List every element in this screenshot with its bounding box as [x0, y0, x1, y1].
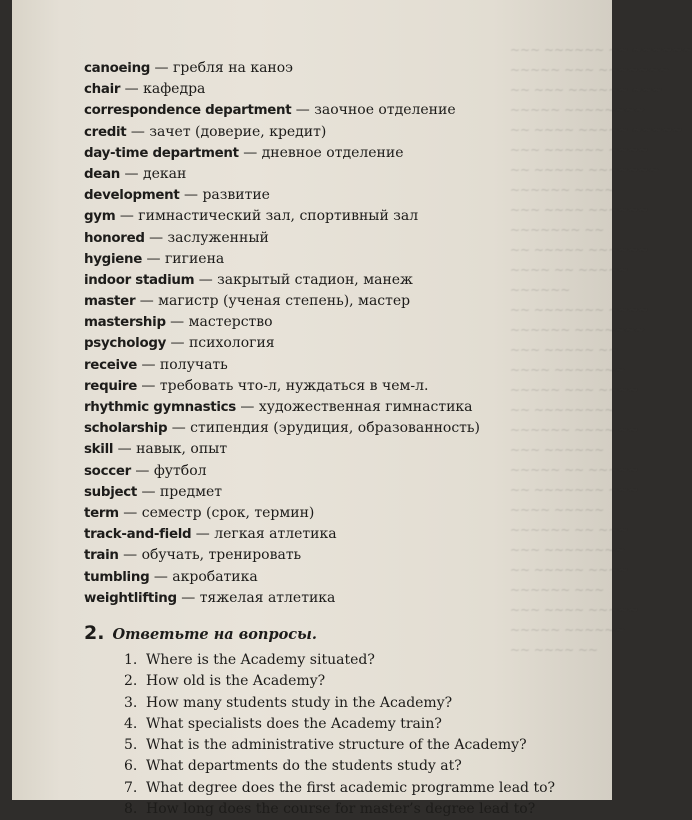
vocabulary-term: credit	[84, 124, 127, 140]
vocabulary-term: train	[84, 548, 119, 564]
vocabulary-term: development	[84, 188, 180, 204]
question-number: 2.	[124, 673, 138, 690]
vocabulary-translation: акробатика	[172, 568, 258, 585]
vocabulary-term: soccer	[84, 463, 131, 479]
vocabulary-entry	[84, 482, 554, 503]
question-number: 8.	[124, 801, 138, 818]
dash-separator: —	[238, 144, 262, 161]
question-number: 6.	[124, 758, 138, 775]
vocabulary-entry	[84, 143, 554, 164]
vocabulary-term: master	[84, 294, 136, 310]
vocabulary-entry	[84, 397, 554, 418]
vocabulary-term: gym	[84, 209, 116, 225]
dash-separator: —	[137, 356, 160, 373]
vocabulary-entry	[84, 228, 554, 249]
vocabulary-translation: кафедра	[143, 81, 206, 98]
vocabulary-entry	[84, 291, 554, 312]
dash-separator: —	[194, 271, 218, 288]
vocabulary-translation: требовать что-л, нуждаться в чем-л.	[159, 377, 429, 394]
question-item	[124, 650, 594, 671]
vocabulary-entry	[84, 249, 554, 270]
vocabulary-translation: мастерство	[188, 314, 273, 331]
vocabulary-translation: гигиена	[164, 250, 225, 267]
dash-separator: —	[166, 335, 189, 352]
vocabulary-term: scholarship	[84, 421, 168, 437]
vocabulary-translation: легкая атлетика	[214, 526, 337, 543]
vocabulary-translation: заочное отделение	[314, 102, 456, 119]
question-item	[124, 756, 594, 777]
vocabulary-translation: зачет (доверие, кредит)	[149, 123, 327, 140]
vocabulary-entry	[84, 270, 554, 291]
dash-separator: —	[142, 250, 165, 267]
vocabulary-term: rhythmic gymnastics	[84, 400, 236, 415]
vocabulary-translation: магистр (ученая степень), мастер	[158, 293, 411, 310]
vocabulary-translation: развитие	[202, 187, 270, 204]
vocabulary-translation: гребля на каноэ	[173, 60, 294, 76]
book-page	[12, 0, 692, 818]
vocabulary-entry	[84, 355, 554, 376]
vocabulary-entry	[84, 567, 554, 588]
vocabulary-entry	[84, 461, 554, 482]
vocabulary-translation: стипендия (эрудиция, образованность)	[190, 420, 480, 437]
vocabulary-term: day-time department	[84, 145, 239, 161]
question-text: What is the administrative structure of the Academy?	[146, 737, 527, 754]
vocabulary-term: receive	[84, 357, 138, 373]
vocabulary-translation: гимнастический зал, спортивный зал	[138, 208, 419, 225]
dash-separator: —	[150, 60, 174, 76]
vocabulary-entry	[84, 524, 554, 545]
vocabulary-term: skill	[84, 442, 114, 458]
vocabulary-translation: получать	[159, 356, 228, 373]
question-item	[124, 778, 594, 799]
dash-separator: —	[120, 165, 143, 182]
vocabulary-term: psychology	[84, 336, 167, 352]
exercise-heading	[84, 622, 317, 644]
question-number: 7.	[124, 779, 138, 796]
dash-separator: —	[113, 441, 137, 458]
vocabulary-term: term	[84, 505, 119, 521]
vocabulary-term: honored	[84, 230, 145, 246]
vocabulary-entry	[84, 418, 554, 439]
dash-separator: —	[165, 314, 189, 331]
dash-separator: —	[291, 102, 315, 119]
question-item	[124, 735, 594, 756]
dash-separator: —	[167, 420, 191, 437]
vocabulary-entry	[84, 122, 554, 143]
vocabulary-translation: семестр (срок, термин)	[141, 504, 315, 521]
vocabulary-term: require	[84, 378, 137, 394]
question-number: 3.	[124, 694, 138, 711]
question-item	[124, 799, 594, 820]
vocabulary-term: chair	[84, 82, 121, 98]
vocabulary-term: track-and-field	[84, 527, 192, 543]
vocabulary-entry	[84, 79, 554, 100]
vocabulary-term: hygiene	[84, 251, 143, 267]
dash-separator: —	[115, 208, 139, 225]
dash-separator: —	[136, 377, 160, 394]
dash-separator: —	[179, 187, 203, 204]
dash-separator: —	[235, 399, 259, 415]
dash-separator: —	[120, 81, 144, 98]
dash-separator: —	[135, 293, 159, 310]
question-item	[124, 671, 594, 692]
question-text: What departments do the students study at?	[146, 758, 462, 775]
dash-separator: —	[126, 123, 150, 140]
dash-separator: —	[118, 504, 142, 521]
bleed-through-text: ~~~ ~~~~~~ ~~ ~~~~~~ ~~~~~ ~~~ ~~~~~~~ ~~ ~~~ ~~~~~~ ~~~ ~~~~~ ~~~~~~~~ ~~ ~~~~ ~~~~~ ~~~~~ ~~~ ~~~~~~ ~~~~ ~~ ~~~~~ ~~~~~~~ ~~~~~~ ~~~~ ~~~ ~~~~ ~~~~~~ ~~~~~~~ ~~ ~~ ~~~~~ ~~~~~~ ~~~~ ~~ ~~~~~ ~~~~~~ ~~ ~~~~~~~ ~~~~ ~~~~~~ ~~~~~~~ ~~~ ~~~~~ ~~ ~~~~ ~~~~~~~ ~~~~~ ~~~ ~~~~ ~~ ~~~~~~~~ ~~~~~~ ~~~~ ~~ ~~~ ~~~~~~ ~~~~~ ~~ ~~~~~ ~~ ~~~~~~~ ~~~ ~~~~ ~~~~~ ~~~~~~ ~~ ~~~ ~~~ ~~~~~~~~ ~~ ~~~~~ ~~~~ ~~~~~~ ~~~ ~~~ ~~~~ ~~~~~ ~~~~~ ~~~~~~ ~~ ~~~~ ~~	[510, 43, 692, 657]
question-number: 4.	[124, 715, 138, 732]
dash-separator: —	[149, 568, 173, 585]
vocabulary-term: weightlifting	[84, 590, 177, 606]
question-item	[124, 714, 594, 735]
vocabulary-translation: предмет	[159, 483, 223, 500]
vocabulary-entry	[84, 545, 554, 566]
vocabulary-entry	[84, 588, 554, 609]
vocabulary-translation: обучать, тренировать	[141, 547, 302, 564]
vocabulary-entry	[84, 164, 554, 185]
vocabulary-entry	[84, 58, 554, 79]
vocabulary-entry	[84, 100, 554, 121]
vocabulary-translation: навык, опыт	[136, 441, 228, 458]
vocabulary-entry	[84, 376, 554, 397]
dash-separator: —	[130, 462, 154, 479]
vocabulary-entry	[84, 185, 554, 206]
vocabulary-entry	[84, 312, 554, 333]
vocabulary-translation: футбол	[153, 462, 207, 479]
dash-separator: —	[144, 229, 168, 246]
vocabulary-translation: дневное отделение	[261, 144, 404, 161]
vocabulary-translation: закрытый стадион, манеж	[217, 271, 413, 288]
question-number: 1.	[124, 652, 138, 668]
vocabulary-entry	[84, 333, 554, 354]
vocabulary-translation: психология	[188, 335, 275, 352]
vocabulary-term: canoeing	[84, 61, 151, 76]
vocabulary-translation: заслуженный	[167, 229, 269, 246]
dash-separator: —	[118, 547, 142, 564]
question-text: Where is the Academy situated?	[146, 652, 375, 668]
vocabulary-term: mastership	[84, 315, 166, 331]
questions-list	[124, 650, 594, 820]
vocabulary-entry	[84, 206, 554, 227]
vocabulary-translation: тяжелая атлетика	[199, 589, 336, 606]
vocabulary-term: indoor stadium	[84, 272, 195, 288]
vocabulary-translation: художественная гимнастика	[258, 399, 473, 415]
vocabulary-term: correspondence department	[84, 103, 292, 119]
question-text: What specialists does the Academy train?	[146, 715, 442, 732]
question-text: How old is the Academy?	[146, 673, 326, 690]
vocabulary-term: subject	[84, 484, 137, 500]
vocabulary-list	[84, 58, 554, 609]
question-text: How many students study in the Academy?	[146, 694, 453, 711]
exercise-number: 2.	[84, 622, 105, 644]
vocabulary-entry	[84, 503, 554, 524]
question-number: 5.	[124, 737, 138, 754]
dash-separator: —	[176, 589, 200, 606]
vocabulary-term: dean	[84, 166, 121, 182]
dash-separator: —	[191, 526, 215, 543]
exercise-title: Ответьте на вопросы.	[112, 626, 317, 643]
question-text: What degree does the first academic programme lead to?	[146, 779, 556, 796]
dash-separator: —	[137, 483, 160, 500]
vocabulary-entry	[84, 439, 554, 460]
question-text: How long does the course for master’s degree lead to?	[146, 801, 536, 818]
vocabulary-translation: декан	[142, 165, 187, 182]
question-item	[124, 693, 594, 714]
vocabulary-term: tumbling	[84, 569, 150, 585]
